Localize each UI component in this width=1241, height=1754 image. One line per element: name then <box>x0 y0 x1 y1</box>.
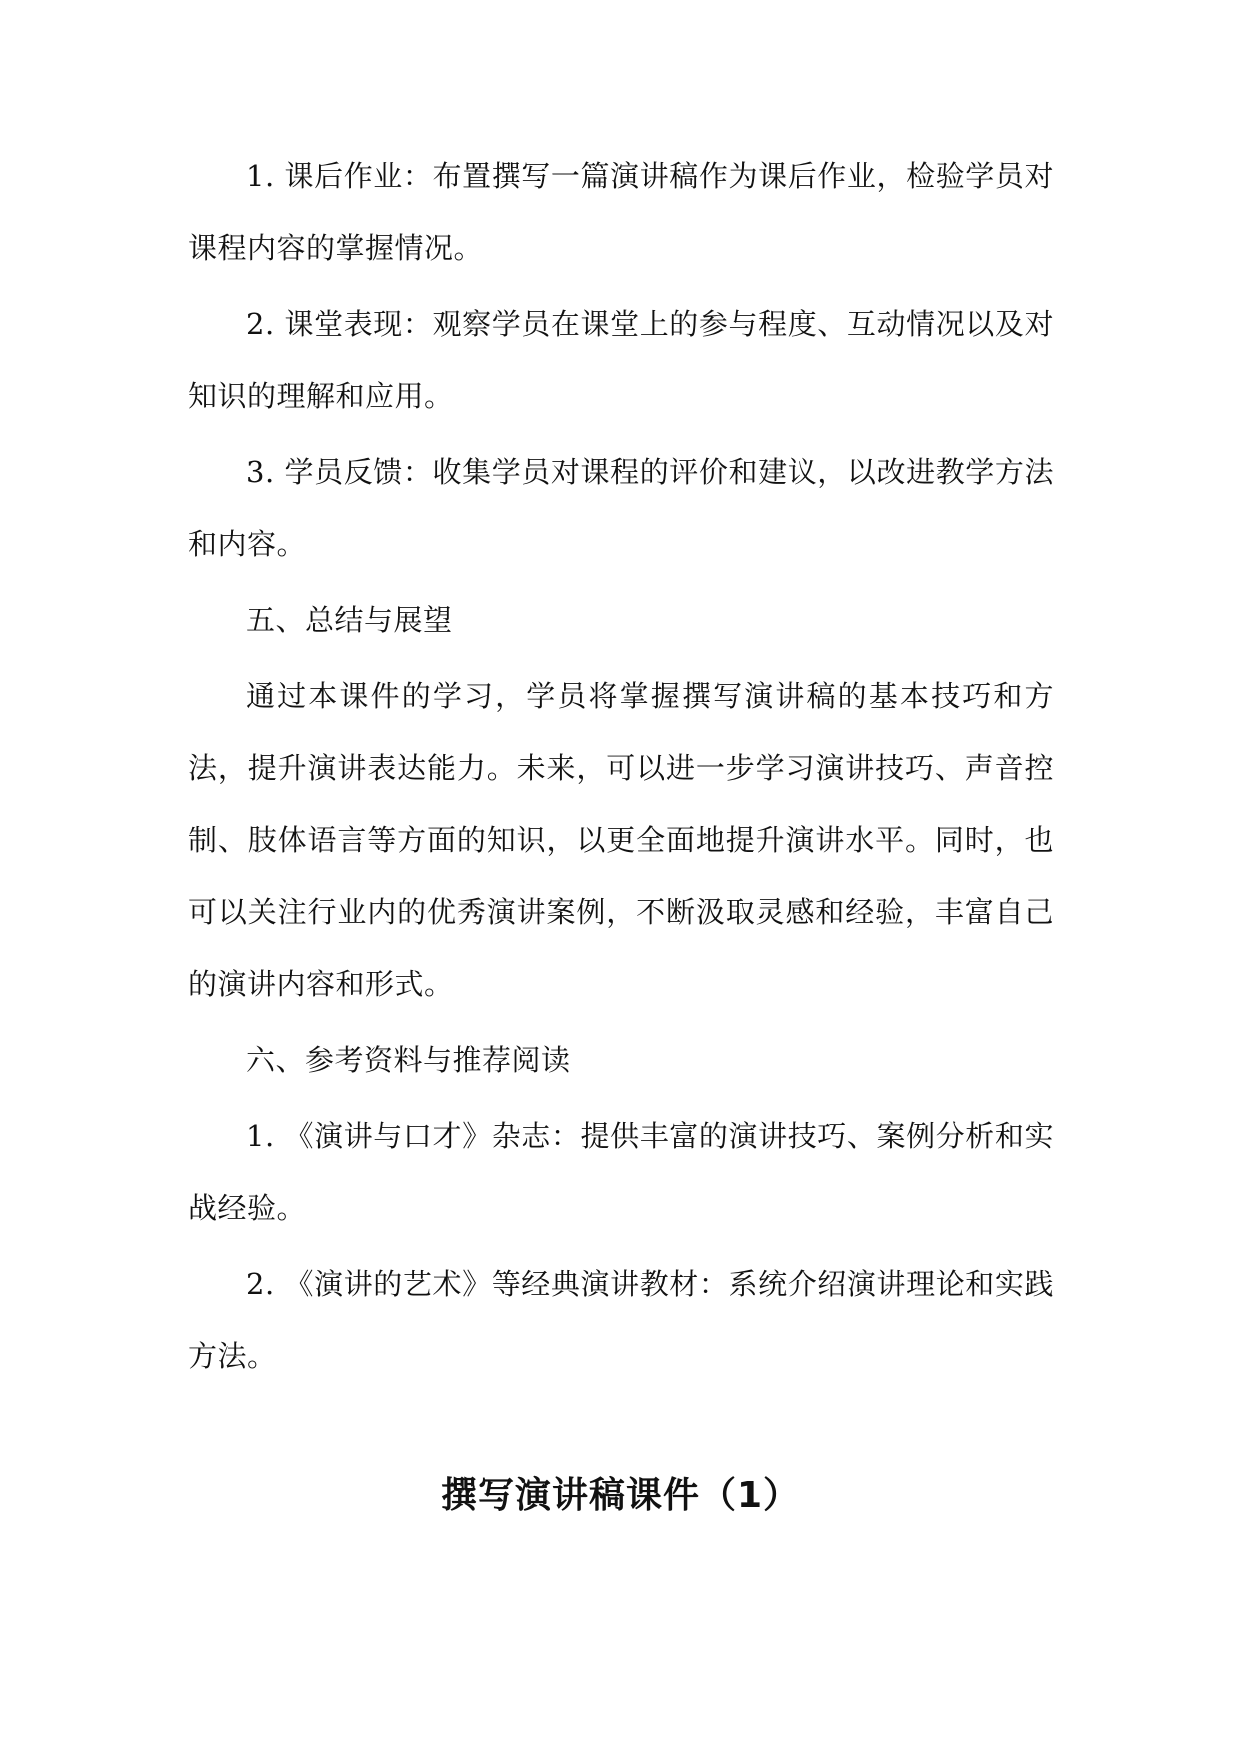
section-heading-summary: 五、总结与展望 <box>246 603 453 637</box>
evaluation-item-feedback: 3. 学员反馈：收集学员对课程的评价和建议，以改进教学方法和内容。 <box>188 455 1054 561</box>
evaluation-item-classroom: 2. 课堂表现：观察学员在课堂上的参与程度、互动情况以及对知识的理解和应用。 <box>188 307 1054 413</box>
summary-paragraph: 通过本课件的学习，学员将掌握撰写演讲稿的基本技巧和方法，提升演讲表达能力。未来，可以进一步学习演讲技巧、声音控制、肢体语言等方面的知识，以更全面地提升演讲水平。同时，也可以关注行业内的优秀演讲案例，不断汲取灵感和经验，丰富自己的演讲内容和形式。 <box>188 679 1054 1001</box>
document-body <box>188 140 1054 1396</box>
document-title: 撰写演讲稿课件（1） <box>440 1475 801 1516</box>
evaluation-item-homework: 1. 课后作业：布置撰写一篇演讲稿作为课后作业，检验学员对课程内容的掌握情况。 <box>188 159 1054 265</box>
reference-item-textbook: 2. 《演讲的艺术》等经典演讲教材：系统介绍演讲理论和实践方法。 <box>188 1267 1054 1373</box>
reference-item-magazine: 1. 《演讲与口才》杂志：提供丰富的演讲技巧、案例分析和实战经验。 <box>188 1119 1054 1225</box>
section-heading-references: 六、参考资料与推荐阅读 <box>246 1043 571 1077</box>
